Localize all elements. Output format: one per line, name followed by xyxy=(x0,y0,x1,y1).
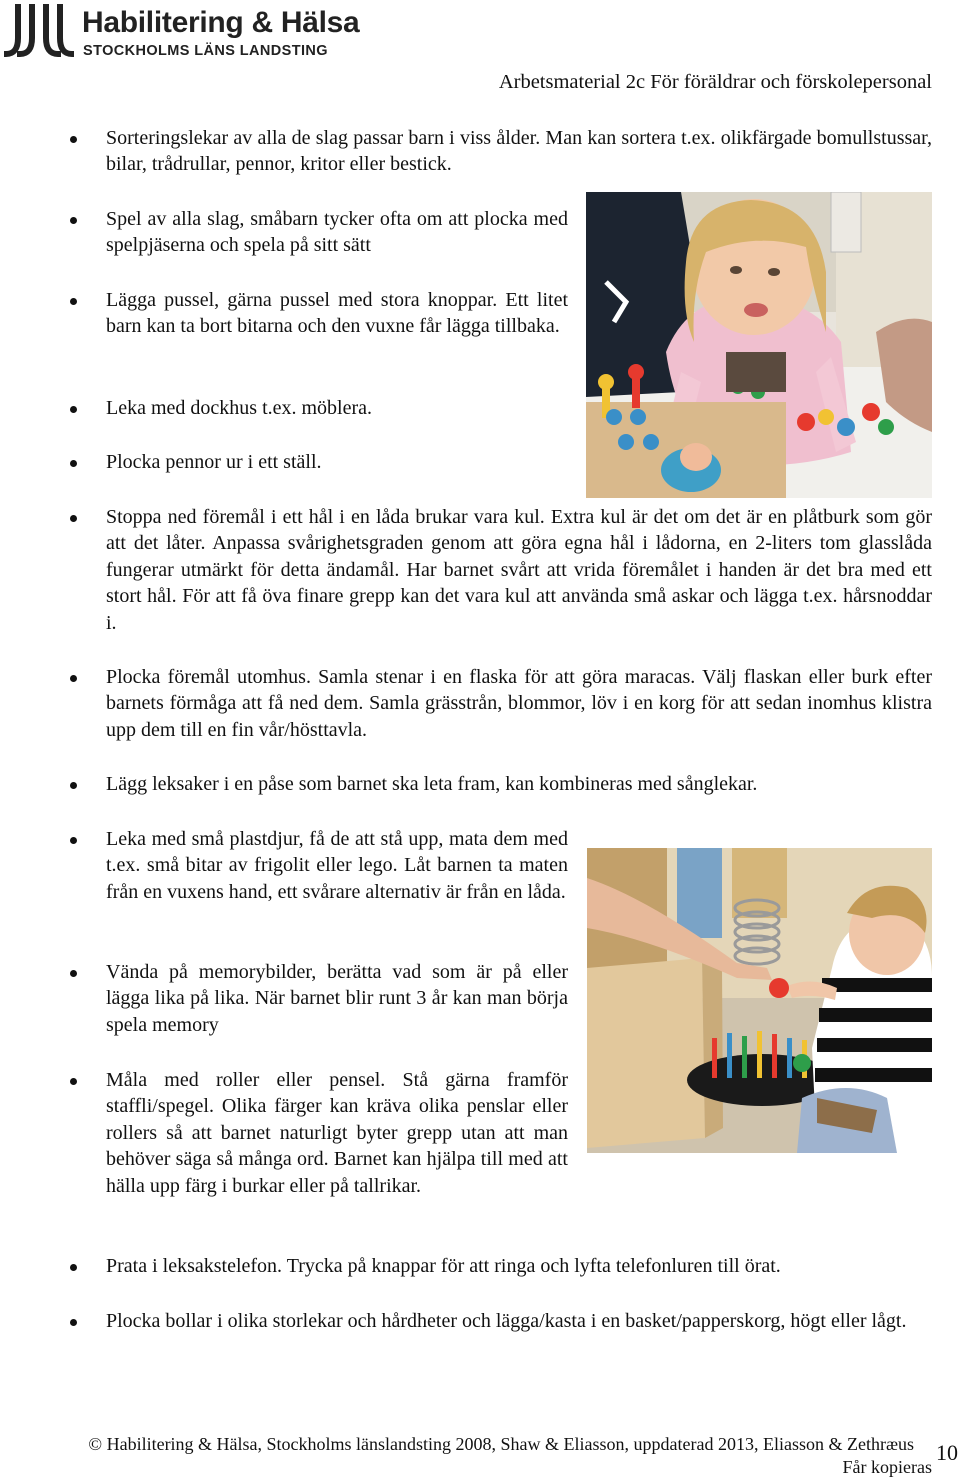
bullet-icon xyxy=(70,217,77,224)
logo-mark-icon xyxy=(4,4,74,60)
list-item-text: Leka med små plastdjur, få de att stå upp, mata dem med t.ex. små bitar av frigolit eller lego. Låt barnen ta maten från en vuxens hand, ett svårare alternativ är från en låda. xyxy=(106,828,568,903)
photo-child-with-game-pieces xyxy=(586,192,932,498)
list-item-text: Måla med roller eller pensel. Stå gärna framför staffli/spegel. Olika färger kan kräva olika penslar eller rollers så att barnet naturligt byter grepp utan att man behöver säga så många ord. Barnet kan hjälpa till med att hälla upp färg i burkar eller på tallrikar. xyxy=(106,1069,568,1197)
bullet-icon xyxy=(70,1319,77,1326)
list-item-text: Stoppa ned föremål i ett hål i en låda brukar vara kul. Extra kul är det om det är en plåtburk som gör att det låter. Anpassa svårighetsgraden genom att göra egna hål i lådorna, en 2-liters tom glasslåda fungerar utmärkt för detta ändamål. Har barnet svårt att vrida föremålet i handen är det bra med ett stort hål. För att få öva finare grepp kan det vara kul att använda små askar och lägga t.ex. hårsnoddar i. xyxy=(106,506,932,634)
organization-subtitle: STOCKHOLMS LÄNS LANDSTING xyxy=(83,43,328,59)
list-item-text: Plocka pennor ur i ett ställ. xyxy=(106,451,322,473)
list-item-text: Plocka bollar i olika storlekar och hårdheter och lägga/kasta i en basket/papperskorg, högt eller lågt. xyxy=(106,1310,907,1332)
photo-child-with-peg-box xyxy=(587,848,932,1153)
bullet-icon xyxy=(70,515,77,522)
list-item-text: Vända på memorybilder, berätta vad som är på eller lägga lika på lika. När barnet blir runt 3 år kan man börja spela memory xyxy=(106,961,568,1036)
list-item xyxy=(106,395,568,421)
bullet-icon xyxy=(70,1078,77,1085)
list-item-text: Lägg leksaker i en påse som barnet ska leta fram, kan kombineras med sånglekar. xyxy=(106,773,758,795)
list-item xyxy=(106,287,568,340)
list-item xyxy=(106,206,568,259)
list-item xyxy=(106,959,568,1038)
copy-permission: Får kopieras xyxy=(842,1457,932,1477)
copyright-notice: © Habilitering & Hälsa, Stockholms länslandsting 2008, Shaw & Eliasson, uppdaterad 2013, Eliasson & Zethræus xyxy=(88,1434,914,1454)
organization-name: Habilitering & Hälsa xyxy=(82,6,360,39)
list-item-text: Sorteringslekar av alla de slag passar barn i viss ålder. Man kan sortera t.ex. olikfärgade bomullstussar, bilar, trådrullar, pennor, kritor eller bestick. xyxy=(106,127,932,176)
list-item-text: Prata i leksakstelefon. Trycka på knappar för att ringa och lyfta telefonluren till örat. xyxy=(106,1255,781,1277)
list-item xyxy=(106,771,932,797)
list-item xyxy=(106,449,568,475)
list-item xyxy=(106,664,932,743)
page-number: 10 xyxy=(936,1440,958,1465)
list-item xyxy=(106,504,932,636)
bullet-icon xyxy=(70,675,77,682)
bullet-icon xyxy=(70,298,77,305)
list-item xyxy=(106,1308,932,1334)
material-title: Arbetsmaterial 2c För föräldrar och förskolepersonal xyxy=(498,71,932,93)
list-item xyxy=(106,826,568,905)
list-item-text: Lägga pussel, gärna pussel med stora knoppar. Ett litet barn kan ta bort bitarna och den vuxne får lägga tillbaka. xyxy=(106,289,568,338)
bullet-icon xyxy=(70,837,77,844)
bullet-icon xyxy=(70,406,77,413)
list-item xyxy=(106,1253,932,1279)
list-item-text: Plocka föremål utomhus. Samla stenar i en flaska för att göra maracas. Välj flaskan eller burk efter barnets förmåga att få ned dem. Samla grässtrån, blommor, löv i en korg för att sedan inomhus klistra upp dem till en fin vår/hösttavla. xyxy=(106,666,932,741)
list-item-text: Spel av alla slag, småbarn tycker ofta om att plocka med spelpjäserna och spela på sitt sätt xyxy=(106,208,568,257)
list-item xyxy=(106,1067,568,1199)
organization-logo xyxy=(4,4,404,60)
list-item-text: Leka med dockhus t.ex. möblera. xyxy=(106,397,373,419)
list-item xyxy=(106,125,932,178)
bullet-icon xyxy=(70,1264,77,1271)
bullet-icon xyxy=(70,136,77,143)
bullet-icon xyxy=(70,970,77,977)
bullet-icon xyxy=(70,460,77,467)
bullet-icon xyxy=(70,782,77,789)
